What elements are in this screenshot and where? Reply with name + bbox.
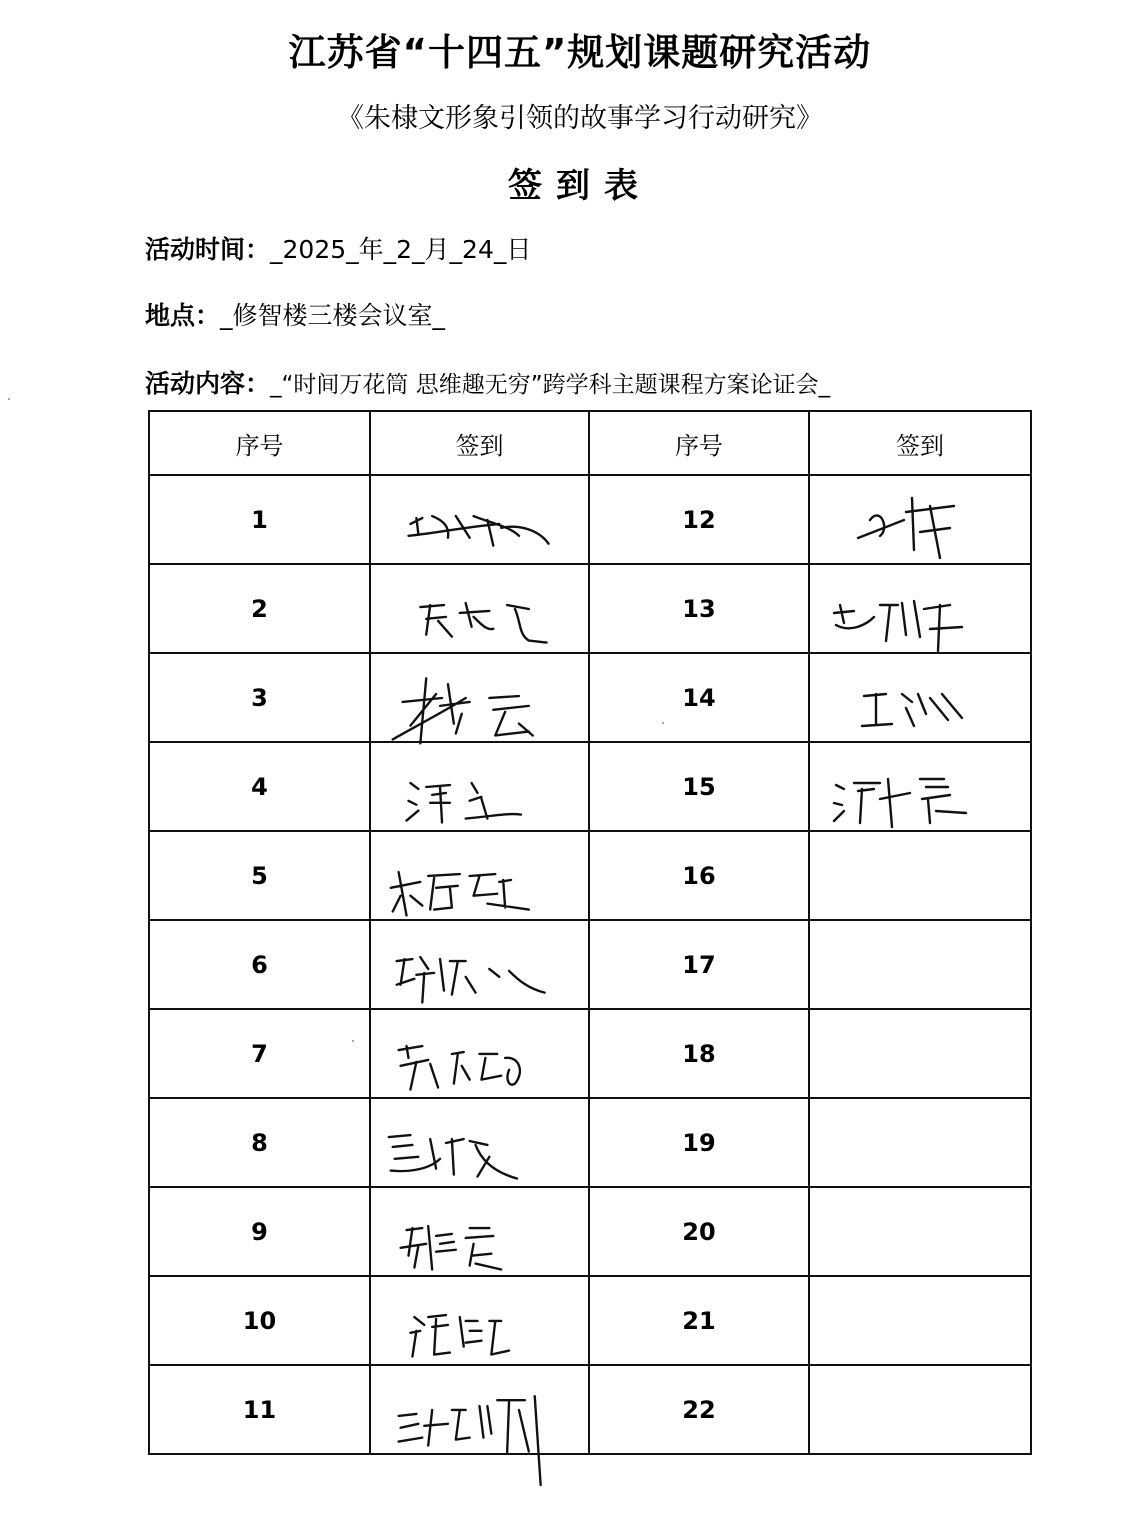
signature-stroke <box>420 603 546 642</box>
signature-cell-right <box>809 475 1031 564</box>
research-subtitle: 《朱棣文形象引领的故事学习行动研究》 <box>337 103 823 134</box>
table-row <box>149 653 1031 742</box>
handwritten-signature <box>371 832 588 919</box>
row-number-left: 6 <box>149 920 370 1009</box>
signature-stroke <box>391 872 529 915</box>
signature-stroke <box>834 779 966 827</box>
table-row <box>149 564 1031 653</box>
handwritten-signature <box>371 743 588 830</box>
row-number-right: 14 <box>589 653 809 742</box>
signature-stroke <box>834 601 962 651</box>
handwritten-signature <box>371 921 588 1008</box>
table-body <box>149 475 1031 1454</box>
signature-cell-left <box>370 1187 589 1276</box>
signature-cell-left <box>370 1365 589 1454</box>
handwritten-signature <box>371 1366 588 1453</box>
signature-cell-left <box>370 1276 589 1365</box>
signature-cell-right <box>809 742 1031 831</box>
signature-cell-right <box>809 564 1031 653</box>
signature-cell-left <box>370 564 589 653</box>
row-number-right: 21 <box>589 1276 809 1365</box>
activity-content-label: 活动内容： <box>145 369 271 398</box>
signature-cell-right <box>809 1098 1031 1187</box>
row-number-left: 7 <box>149 1009 370 1098</box>
signature-cell-right <box>809 1276 1031 1365</box>
scan-speck <box>352 1040 354 1042</box>
row-number-left: 4 <box>149 742 370 831</box>
row-number-right: 17 <box>589 920 809 1009</box>
signature-stroke <box>397 957 545 1002</box>
handwritten-signature <box>810 476 1030 563</box>
activity-place <box>145 296 445 332</box>
row-number-left: 10 <box>149 1276 370 1365</box>
header-number-right: 序号 <box>589 411 809 475</box>
handwritten-signature <box>371 654 588 741</box>
signature-stroke <box>399 1396 541 1485</box>
activity-content <box>145 364 830 400</box>
handwritten-signature <box>371 1188 588 1275</box>
scan-speck <box>662 722 664 724</box>
signature-stroke <box>389 1135 517 1178</box>
row-number-left: 5 <box>149 831 370 920</box>
activity-place-label: 地点： <box>145 301 221 330</box>
row-number-left: 2 <box>149 564 370 653</box>
row-number-right: 13 <box>589 564 809 653</box>
row-number-right: 22 <box>589 1365 809 1454</box>
handwritten-signature <box>371 1010 588 1097</box>
signature-stroke <box>401 1226 502 1269</box>
table-header-row <box>149 411 1031 475</box>
activity-time-value: _2025_年_2_月_24_日 <box>270 235 532 264</box>
row-number-left: 8 <box>149 1098 370 1187</box>
handwritten-signature <box>371 1277 588 1364</box>
handwritten-signature <box>810 743 1030 830</box>
signature-stroke <box>408 516 548 546</box>
signature-stroke <box>858 498 954 558</box>
table-row <box>149 475 1031 564</box>
signature-cell-left <box>370 1009 589 1098</box>
row-number-right: 16 <box>589 831 809 920</box>
row-number-right: 15 <box>589 742 809 831</box>
signature-cell-right <box>809 1365 1031 1454</box>
signature-cell-right <box>809 653 1031 742</box>
activity-time <box>145 230 531 266</box>
row-number-right: 12 <box>589 475 809 564</box>
handwritten-signature <box>371 476 588 563</box>
handwritten-signature <box>810 565 1030 652</box>
row-number-left: 9 <box>149 1187 370 1276</box>
activity-place-value: _修智楼三楼会议室_ <box>220 301 446 330</box>
handwritten-signature <box>371 1099 588 1186</box>
sheet-title: 签到表 <box>508 166 652 206</box>
table-row <box>149 742 1031 831</box>
signature-cell-right <box>809 920 1031 1009</box>
signature-stroke <box>862 694 962 726</box>
page-title: 江苏省“十四五”规划课题研究活动 <box>288 31 872 74</box>
activity-content-value: _“时间万花筒 思维趣无穷”跨学科主题课程方案论证会_ <box>270 372 831 398</box>
row-number-right: 20 <box>589 1187 809 1276</box>
header-number-left: 序号 <box>149 411 370 475</box>
handwritten-signature <box>810 654 1030 741</box>
signature-cell-right <box>809 1009 1031 1098</box>
row-number-left: 3 <box>149 653 370 742</box>
signature-cell-left <box>370 1098 589 1187</box>
row-number-left: 11 <box>149 1365 370 1454</box>
table-row <box>149 1009 1031 1098</box>
header-sign-left: 签到 <box>370 411 589 475</box>
signature-cell-right <box>809 831 1031 920</box>
signature-cell-left <box>370 831 589 920</box>
table-row <box>149 1276 1031 1365</box>
activity-time-label: 活动时间： <box>145 235 271 264</box>
signature-cell-left <box>370 742 589 831</box>
table-row <box>149 1098 1031 1187</box>
signature-cell-left <box>370 475 589 564</box>
row-number-right: 18 <box>589 1009 809 1098</box>
signature-stroke <box>410 1315 509 1356</box>
header-sign-right: 签到 <box>809 411 1031 475</box>
table-row <box>149 920 1031 1009</box>
signature-stroke <box>399 1046 520 1089</box>
table-row <box>149 1187 1031 1276</box>
signature-cell-right <box>809 1187 1031 1276</box>
handwritten-signature <box>371 565 588 652</box>
sign-in-table <box>148 410 1032 1455</box>
signature-cell-left <box>370 920 589 1009</box>
signature-stroke <box>407 783 521 822</box>
signature-stroke <box>393 678 533 743</box>
scan-speck <box>8 398 10 400</box>
signature-cell-left <box>370 653 589 742</box>
table-row <box>149 831 1031 920</box>
table-row <box>149 1365 1031 1454</box>
row-number-left: 1 <box>149 475 370 564</box>
row-number-right: 19 <box>589 1098 809 1187</box>
